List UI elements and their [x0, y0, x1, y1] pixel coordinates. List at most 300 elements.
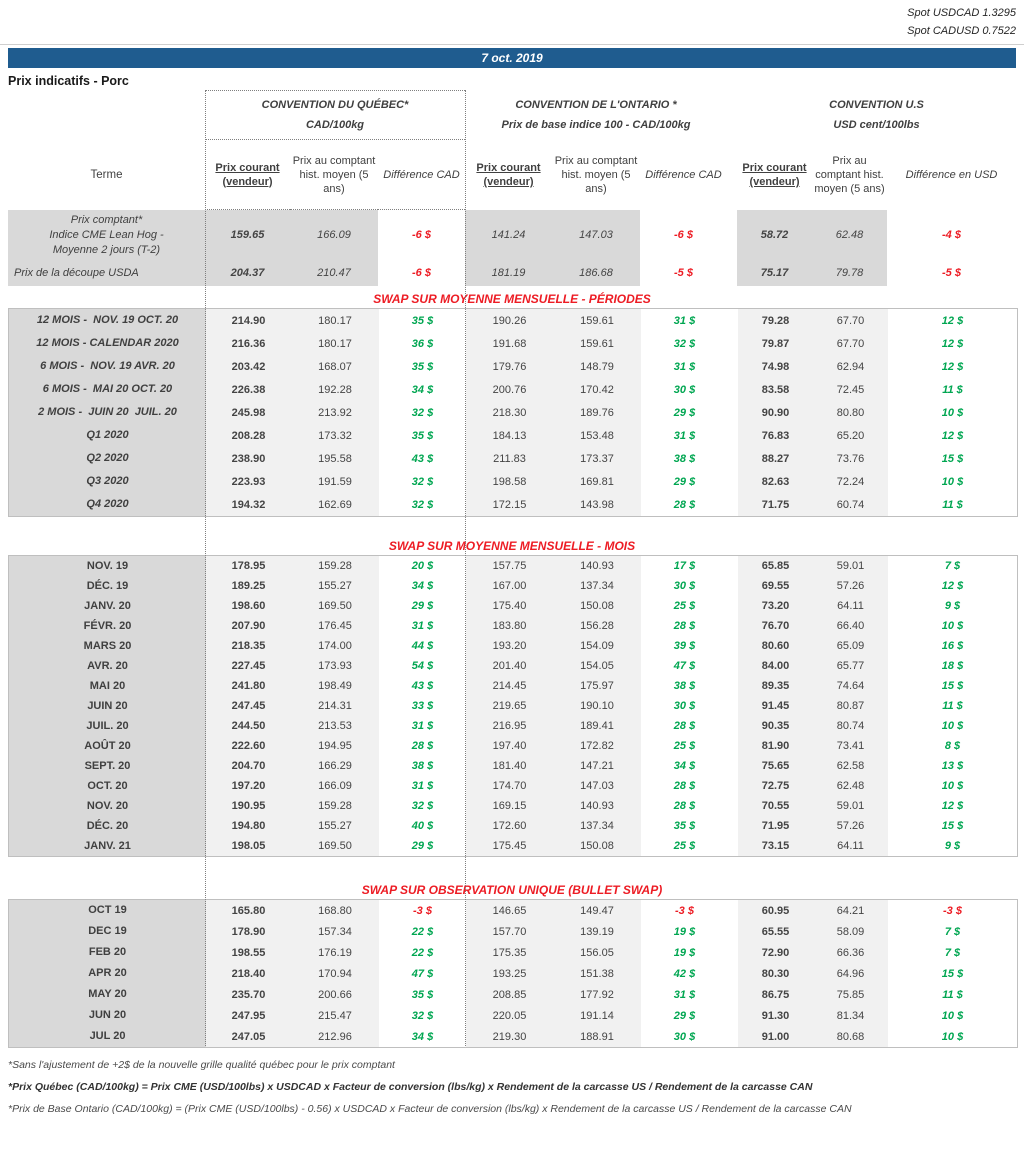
price-cell: 154.05 [553, 656, 641, 676]
price-cell: 198.49 [291, 676, 379, 696]
price-cell: 247.95 [206, 1005, 291, 1026]
difference-cell: 19 $ [673, 946, 696, 959]
col-header-on-hist: Prix au comptant hist. moyen (5 ans) [554, 155, 638, 195]
difference-cell: 31 $ [673, 314, 696, 327]
price-cell: 235.70 [206, 984, 291, 1005]
price-cell: 62.94 [813, 355, 888, 378]
row-label: Q4 2020 [9, 493, 206, 516]
price-cell: 172.15 [466, 493, 553, 516]
price-cell: 222.60 [206, 736, 291, 756]
price-cell: 75.65 [738, 756, 813, 776]
price-cell: 156.28 [553, 616, 641, 636]
price-cell: 155.27 [291, 816, 379, 836]
price-cell: 157.34 [291, 921, 379, 942]
price-cell: 147.21 [553, 756, 641, 776]
spot-cadusd-rate: Spot CADUSD 0.7522 [907, 25, 1016, 37]
section-title-bullet: SWAP SUR OBSERVATION UNIQUE (BULLET SWAP) [361, 883, 663, 897]
difference-cell: 10 $ [941, 780, 964, 792]
price-cell: 72.90 [738, 942, 813, 963]
price-cell: 67.70 [813, 332, 888, 355]
difference-cell: 17 $ [673, 560, 696, 572]
price-cell: 159.28 [291, 556, 379, 576]
footnote-quebec-formula: *Prix Québec (CAD/100kg) = Prix CME (USD/100lbs) x USDCAD x Facteur de conversion (lbs/kg) x Rendement de la carcasse US / Rendement de la carcasse CAN [8, 1081, 813, 1093]
row-label: DÉC. 20 [9, 816, 206, 836]
price-cell: 166.29 [291, 756, 379, 776]
spot-price-rows [8, 210, 1016, 286]
difference-cell: 10 $ [941, 620, 964, 632]
difference-cell: -3 $ [675, 904, 694, 917]
difference-cell: 28 $ [673, 720, 696, 732]
price-cell: 204.37 [205, 260, 290, 286]
difference-cell: 7 $ [944, 560, 961, 572]
price-cell: 215.47 [291, 1005, 379, 1026]
price-cell: 84.00 [738, 656, 813, 676]
footnotes [8, 1058, 1024, 1116]
difference-cell: -5 $ [674, 267, 693, 279]
difference-cell: 15 $ [941, 452, 964, 465]
difference-cell: 9 $ [944, 840, 961, 852]
price-cell: 90.90 [738, 401, 813, 424]
price-cell: 186.68 [552, 260, 640, 286]
row-label: JANV. 21 [9, 836, 206, 856]
price-cell: 211.83 [466, 447, 553, 470]
price-cell: 75.17 [737, 260, 812, 286]
row-label: DEC 19 [9, 921, 206, 942]
price-cell: 74.98 [738, 355, 813, 378]
difference-cell: 35 $ [411, 360, 434, 373]
price-cell: 141.24 [465, 210, 552, 260]
row-label: Q1 2020 [9, 424, 206, 447]
column-gap [728, 796, 738, 816]
price-cell: 247.05 [206, 1026, 291, 1047]
price-cell: 213.53 [291, 716, 379, 736]
difference-cell: 34 $ [411, 383, 434, 396]
difference-cell: 12 $ [941, 337, 964, 350]
price-cell: 200.76 [466, 378, 553, 401]
price-cell: 208.28 [206, 424, 291, 447]
difference-cell: 29 $ [673, 406, 696, 419]
price-cell: 159.61 [553, 332, 641, 355]
difference-cell: 32 $ [411, 1009, 434, 1022]
price-cell: 168.07 [291, 355, 379, 378]
row-label: FÉVR. 20 [9, 616, 206, 636]
price-cell: 74.64 [813, 676, 888, 696]
price-cell: 173.37 [553, 447, 641, 470]
column-gap [728, 493, 738, 516]
convention-us-header [737, 90, 1016, 140]
row-label: AOÛT 20 [9, 736, 206, 756]
price-cell: 178.95 [206, 556, 291, 576]
price-cell: 148.79 [553, 355, 641, 378]
price-cell: 59.01 [813, 796, 888, 816]
row-label: NOV. 19 [9, 556, 206, 576]
difference-cell: 34 $ [411, 580, 434, 592]
difference-cell: 43 $ [411, 452, 434, 465]
difference-cell: 15 $ [941, 967, 964, 980]
price-cell: 70.55 [738, 796, 813, 816]
price-cell: 80.80 [813, 401, 888, 424]
difference-cell: 36 $ [411, 337, 434, 350]
price-cell: 80.30 [738, 963, 813, 984]
price-cell: 166.09 [291, 776, 379, 796]
price-cell: 170.94 [291, 963, 379, 984]
price-cell: 90.35 [738, 716, 813, 736]
difference-cell: 13 $ [941, 760, 964, 772]
column-gap [728, 816, 738, 836]
price-cell: 191.14 [553, 1005, 641, 1026]
difference-cell: 9 $ [944, 600, 961, 612]
difference-cell: -6 $ [412, 267, 431, 279]
difference-cell: 11 $ [942, 700, 963, 712]
difference-cell: 47 $ [673, 660, 696, 672]
row-label: AVR. 20 [9, 656, 206, 676]
price-cell: 72.75 [738, 776, 813, 796]
column-gap [728, 963, 738, 984]
price-cell: 241.80 [206, 676, 291, 696]
price-cell: 65.20 [813, 424, 888, 447]
price-cell: 167.00 [466, 576, 553, 596]
price-cell: 62.48 [813, 776, 888, 796]
row-label: 12 MOIS - CALENDAR 2020 [9, 332, 206, 355]
difference-cell: 8 $ [944, 740, 961, 752]
difference-cell: 29 $ [673, 1009, 696, 1022]
row-label: 6 MOIS - MAI 20 OCT. 20 [9, 378, 206, 401]
column-gap [728, 900, 738, 921]
price-cell: 72.24 [813, 470, 888, 493]
price-cell: 247.45 [206, 696, 291, 716]
price-cell: 208.85 [466, 984, 553, 1005]
price-cell: 175.40 [466, 596, 553, 616]
price-cell: 79.87 [738, 332, 813, 355]
price-cell: 80.60 [738, 636, 813, 656]
price-cell: 80.87 [813, 696, 888, 716]
difference-cell: 10 $ [941, 720, 964, 732]
price-cell: 207.90 [206, 616, 291, 636]
difference-cell: 28 $ [411, 740, 434, 752]
price-cell: 159.65 [205, 210, 290, 260]
row-label: 6 MOIS - NOV. 19 AVR. 20 [9, 355, 206, 378]
column-gap [728, 378, 738, 401]
difference-cell: 28 $ [673, 498, 696, 511]
column-gap [728, 470, 738, 493]
price-cell: 143.98 [553, 493, 641, 516]
price-cell: 175.35 [466, 942, 553, 963]
price-cell: 198.55 [206, 942, 291, 963]
price-cell: 178.90 [206, 921, 291, 942]
price-cell: 195.58 [291, 447, 379, 470]
terme-header: Terme [90, 169, 123, 181]
difference-cell: 43 $ [411, 680, 434, 692]
price-cell: 203.42 [206, 355, 291, 378]
row-label: OCT 19 [9, 900, 206, 921]
row-label: OCT. 20 [9, 776, 206, 796]
col-header-us-hist: Prix au comptant hist. moyen (5 ans) [814, 155, 885, 195]
difference-cell: 10 $ [941, 475, 964, 488]
footnote-spot-adjustment: *Sans l'ajustement de +2$ de la nouvelle grille qualité québec pour le prix comptant [8, 1059, 395, 1071]
row-label: JANV. 20 [9, 596, 206, 616]
column-gap [728, 576, 738, 596]
price-cell: 65.77 [813, 656, 888, 676]
price-cell: 218.30 [466, 401, 553, 424]
section-title-months: SWAP SUR MOYENNE MENSUELLE - MOIS [388, 539, 636, 553]
row-label: Q3 2020 [9, 470, 206, 493]
price-cell: 65.85 [738, 556, 813, 576]
convention-us-subtitle: USD cent/100lbs [833, 118, 920, 131]
difference-cell: 11 $ [942, 498, 963, 511]
price-cell: 216.95 [466, 716, 553, 736]
column-gap [728, 596, 738, 616]
column-gap [728, 401, 738, 424]
price-cell: 214.31 [291, 696, 379, 716]
difference-cell: 28 $ [673, 780, 696, 792]
price-cell: 73.76 [813, 447, 888, 470]
row-label: JUL 20 [9, 1026, 206, 1047]
price-cell: 175.97 [553, 676, 641, 696]
convention-quebec-header [205, 90, 465, 140]
price-cell: 180.17 [291, 309, 379, 332]
col-header-on-current: Prix courant (vendeur) [476, 162, 541, 188]
difference-cell: 10 $ [941, 406, 964, 419]
col-header-us-current: Prix courant (vendeur) [742, 162, 807, 188]
price-cell: 193.25 [466, 963, 553, 984]
price-cell: 181.40 [466, 756, 553, 776]
price-cell: 192.28 [291, 378, 379, 401]
price-cell: 176.45 [291, 616, 379, 636]
difference-cell: 29 $ [411, 840, 434, 852]
price-cell: 169.81 [553, 470, 641, 493]
price-cell: 88.27 [738, 447, 813, 470]
difference-cell: 15 $ [941, 820, 964, 832]
price-cell: 157.70 [466, 921, 553, 942]
difference-cell: 33 $ [411, 700, 434, 712]
price-cell: 80.74 [813, 716, 888, 736]
difference-cell: 12 $ [941, 800, 964, 812]
convention-ontario-subtitle: Prix de base indice 100 - CAD/100kg [501, 118, 691, 131]
price-cell: 67.70 [813, 309, 888, 332]
difference-cell: 7 $ [944, 946, 961, 959]
price-cell: 173.32 [291, 424, 379, 447]
section-title-periods: SWAP SUR MOYENNE MENSUELLE - PÉRIODES [373, 292, 651, 306]
column-gap [728, 716, 738, 736]
difference-cell: 12 $ [941, 360, 964, 373]
column-gap [728, 447, 738, 470]
price-cell: 150.08 [553, 836, 641, 856]
price-cell: 169.50 [291, 596, 379, 616]
price-cell: 81.90 [738, 736, 813, 756]
column-gap [728, 696, 738, 716]
price-cell: 159.28 [291, 796, 379, 816]
price-cell: 73.20 [738, 596, 813, 616]
price-cell: 181.19 [465, 260, 552, 286]
price-cell: 73.15 [738, 836, 813, 856]
price-cell: 60.74 [813, 493, 888, 516]
price-cell: 154.09 [553, 636, 641, 656]
price-cell: 76.83 [738, 424, 813, 447]
price-cell: 150.08 [553, 596, 641, 616]
column-gap [728, 309, 738, 332]
price-cell: 169.15 [466, 796, 553, 816]
row-label: JUN 20 [9, 1005, 206, 1026]
price-cell: 64.11 [813, 596, 888, 616]
price-cell: 168.80 [291, 900, 379, 921]
difference-cell: 30 $ [673, 580, 696, 592]
difference-cell: 38 $ [673, 452, 696, 465]
price-cell: 177.92 [553, 984, 641, 1005]
price-cell: 165.80 [206, 900, 291, 921]
difference-cell: -3 $ [943, 904, 962, 917]
difference-cell: 38 $ [411, 760, 434, 772]
price-cell: 212.96 [291, 1026, 379, 1047]
row-label: MAY 20 [9, 984, 206, 1005]
difference-cell: 42 $ [673, 967, 696, 980]
convention-us-title: CONVENTION U.S [829, 98, 924, 111]
price-cell: 80.68 [813, 1026, 888, 1047]
price-cell: 139.19 [553, 921, 641, 942]
difference-cell: 28 $ [673, 800, 696, 812]
price-cell: 190.10 [553, 696, 641, 716]
price-cell: 194.32 [206, 493, 291, 516]
col-header-qc-hist: Prix au comptant hist. moyen (5 ans) [290, 140, 378, 210]
price-cell: 226.38 [206, 378, 291, 401]
price-cell: 166.09 [290, 210, 378, 260]
difference-cell: -3 $ [413, 904, 432, 917]
difference-cell: 11 $ [942, 383, 963, 396]
price-cell: 227.45 [206, 656, 291, 676]
price-cell: 219.65 [466, 696, 553, 716]
difference-cell: 28 $ [673, 620, 696, 632]
row-label: DÉC. 19 [9, 576, 206, 596]
column-gap [728, 556, 738, 576]
price-cell: 176.19 [291, 942, 379, 963]
price-cell: 189.76 [553, 401, 641, 424]
row-label: 2 MOIS - JUIN 20 JUIL. 20 [9, 401, 206, 424]
difference-cell: 47 $ [411, 967, 434, 980]
price-cell: 65.55 [738, 921, 813, 942]
price-cell: 66.36 [813, 942, 888, 963]
row-label: JUIN 20 [9, 696, 206, 716]
price-cell: 218.40 [206, 963, 291, 984]
col-header-qc-diff: Différence CAD [378, 140, 465, 210]
difference-cell: 29 $ [411, 600, 434, 612]
price-cell: 146.65 [466, 900, 553, 921]
header-divider [0, 44, 1024, 45]
price-cell: 170.42 [553, 378, 641, 401]
price-cell: 175.45 [466, 836, 553, 856]
row-label: SEPT. 20 [9, 756, 206, 776]
price-cell: 149.47 [553, 900, 641, 921]
column-gap [728, 736, 738, 756]
column-gap [728, 332, 738, 355]
column-gap [728, 942, 738, 963]
price-cell: 169.50 [291, 836, 379, 856]
price-cell: 60.95 [738, 900, 813, 921]
price-cell: 238.90 [206, 447, 291, 470]
difference-cell: 30 $ [673, 383, 696, 396]
price-cell: 184.13 [466, 424, 553, 447]
difference-cell: 19 $ [673, 925, 696, 938]
difference-cell: 31 $ [673, 360, 696, 373]
price-cell: 137.34 [553, 576, 641, 596]
bullet-swap-table [8, 899, 1018, 1048]
difference-cell: 32 $ [411, 475, 434, 488]
price-cell: 220.05 [466, 1005, 553, 1026]
difference-cell: 38 $ [673, 680, 696, 692]
difference-cell: 32 $ [411, 800, 434, 812]
difference-cell: 12 $ [941, 429, 964, 442]
price-cell: 91.00 [738, 1026, 813, 1047]
price-cell: 79.78 [812, 260, 887, 286]
price-cell: 91.30 [738, 1005, 813, 1026]
price-cell: 216.36 [206, 332, 291, 355]
price-cell: 76.70 [738, 616, 813, 636]
column-gap [728, 776, 738, 796]
footnote-ontario-formula: *Prix de Base Ontario (CAD/100kg) = (Prix CME (USD/100lbs) - 0.56) x USDCAD x Facteur de conversion (lbs/kg) x Rendement de la carcasse US / Rendement de la carcasse CAN [8, 1103, 852, 1115]
row-label: MARS 20 [9, 636, 206, 656]
price-cell: 86.75 [738, 984, 813, 1005]
price-cell: 159.61 [553, 309, 641, 332]
difference-cell: 44 $ [411, 640, 434, 652]
price-cell: 201.40 [466, 656, 553, 676]
price-cell: 173.93 [291, 656, 379, 676]
difference-cell: 39 $ [673, 640, 696, 652]
price-cell: 183.80 [466, 616, 553, 636]
price-cell: 155.27 [291, 576, 379, 596]
row-label: 12 MOIS - NOV. 19 OCT. 20 [9, 309, 206, 332]
difference-cell: 35 $ [411, 429, 434, 442]
price-cell: 58.09 [813, 921, 888, 942]
difference-cell: 35 $ [411, 988, 434, 1001]
price-cell: 214.45 [466, 676, 553, 696]
price-cell: 244.50 [206, 716, 291, 736]
price-cell: 57.26 [813, 816, 888, 836]
convention-ontario-header [465, 90, 727, 140]
price-cell: 62.58 [813, 756, 888, 776]
difference-cell: 54 $ [411, 660, 434, 672]
price-cell: 172.60 [466, 816, 553, 836]
date-banner: 7 oct. 2019 [8, 48, 1016, 68]
price-cell: 62.48 [812, 210, 887, 260]
price-cell: 89.35 [738, 676, 813, 696]
difference-cell: 40 $ [411, 820, 434, 832]
price-cell: 194.95 [291, 736, 379, 756]
row-label: Prix comptant* Indice CME Lean Hog - Moyenne 2 jours (T-2) [8, 210, 205, 260]
difference-cell: 18 $ [941, 660, 964, 672]
difference-cell: 12 $ [941, 580, 964, 592]
price-cell: 147.03 [553, 776, 641, 796]
difference-cell: 32 $ [673, 337, 696, 350]
price-cell: 190.95 [206, 796, 291, 816]
price-cell: 218.35 [206, 636, 291, 656]
price-cell: 188.91 [553, 1026, 641, 1047]
col-header-us-diff: Différence en USD [905, 169, 998, 181]
price-cell: 174.00 [291, 636, 379, 656]
column-gap [728, 1005, 738, 1026]
difference-cell: -4 $ [942, 229, 961, 241]
fx-rates [0, 0, 1024, 40]
difference-cell: 30 $ [673, 1030, 696, 1043]
price-cell: 162.69 [291, 493, 379, 516]
price-cell: 81.34 [813, 1005, 888, 1026]
price-cell: 200.66 [291, 984, 379, 1005]
price-cell: 245.98 [206, 401, 291, 424]
difference-cell: 31 $ [673, 429, 696, 442]
convention-ontario-title: CONVENTION DE L'ONTARIO * [515, 98, 677, 111]
price-cell: 137.34 [553, 816, 641, 836]
price-cell: 59.01 [813, 556, 888, 576]
price-cell: 151.38 [553, 963, 641, 984]
column-gap [727, 210, 737, 260]
price-cell: 64.21 [813, 900, 888, 921]
